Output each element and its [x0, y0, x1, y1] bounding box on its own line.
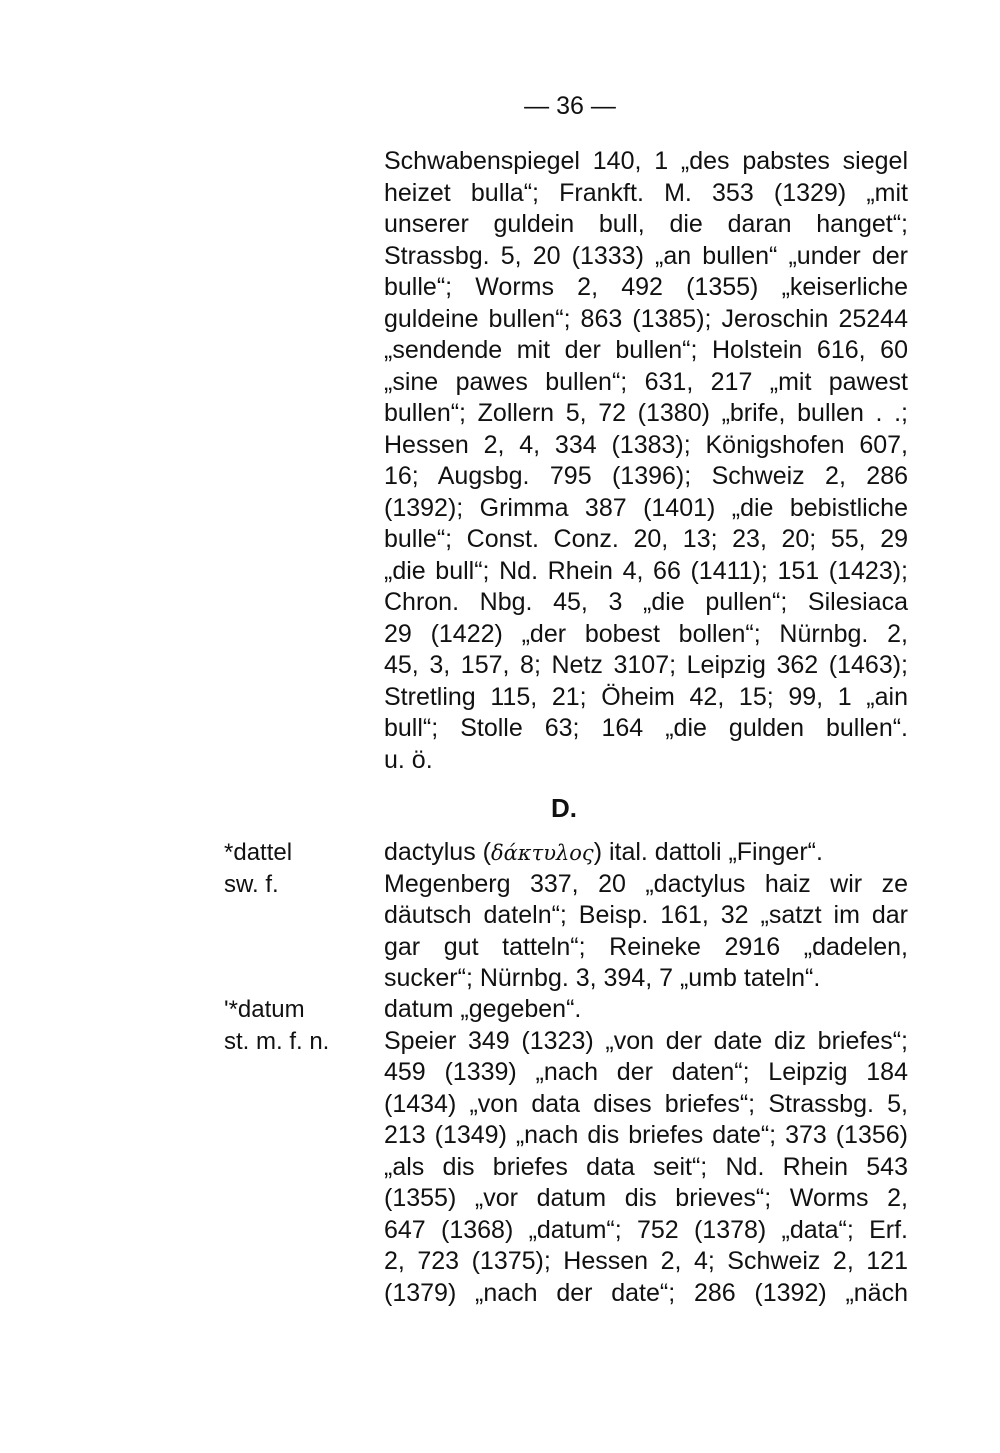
text-line: Schwabenspiegel 140, 1 „des pabstes siegel — [384, 147, 908, 175]
text-line: (1379) „nach der date“; 286 (1392) „näch — [384, 1278, 908, 1307]
text-line: unserer guldein bull, die daran hanget“; — [384, 210, 908, 238]
entry-text: dactylus ( — [384, 838, 491, 866]
text-line: Strassbg. 5, 20 (1333) „an bullen“ „under der — [384, 241, 908, 270]
text-line: „sendende mit der bullen“; Holstein 616, 60 — [384, 336, 908, 364]
text-line: Megenberg 337, 20 „dactylus haiz wir ze — [384, 869, 908, 898]
grammar-dattel: sw. f. — [224, 870, 279, 898]
text-line: Chron. Nbg. 45, 3 „die pullen“; Silesiaca — [384, 588, 908, 616]
entry-dattel — [384, 837, 908, 995]
text-line: „die bull“; Nd. Rhein 4, 66 (1411); 151 (1423); — [384, 556, 908, 585]
text-line: guldeine bullen“; 863 (1385); Jeroschin 25244 — [384, 304, 908, 333]
text-line: bullen“; Zollern 5, 72 (1380) „brife, bullen . .; — [384, 399, 908, 427]
text-line: „als dis briefes data seit“; Nd. Rhein 543 — [384, 1152, 908, 1181]
text-line: Hessen 2, 4, 334 (1383); Königshofen 607, — [384, 430, 908, 459]
continuation-paragraph — [384, 146, 908, 776]
text-line: 647 (1368) „datum“; 752 (1378) „data“; Erf. — [384, 1215, 908, 1244]
text-line: 2, 723 (1375); Hessen 2, 4; Schweiz 2, 121 — [384, 1247, 908, 1275]
greek-word: δάκτυλος — [490, 841, 594, 865]
text-line: 213 (1349) „nach dis briefes date“; 373 (1356) — [384, 1121, 908, 1149]
text-line: 45, 3, 157, 8; Netz 3107; Leipzig 362 (1463); — [384, 651, 908, 679]
lemma-datum: '*datum — [224, 996, 305, 1023]
text-line: Speier 349 (1323) „von der date diz briefes“; — [384, 1026, 908, 1055]
grammar-datum: st. m. f. n. — [224, 1027, 330, 1055]
entry-text: ) ital. dattoli „Finger“. — [593, 838, 823, 866]
text-line: bull“; Stolle 63; 164 „die gulden bullen“. — [384, 714, 908, 742]
section-heading: D. — [551, 793, 577, 823]
text-line: sucker“; Nürnbg. 3, 394, 7 „umb tateln“. — [384, 964, 821, 992]
text-line: (1355) „vor datum dis brieves“; Worms 2, — [384, 1184, 908, 1212]
text-line: (1392); Grimma 387 (1401) „die bebistliche — [384, 493, 908, 522]
text-line: 459 (1339) „nach der daten“; Leipzig 184 — [384, 1058, 908, 1086]
lemma-dattel: *dattel — [224, 839, 293, 866]
text-line: u. ö. — [384, 745, 433, 774]
text-line: bulle“; Worms 2, 492 (1355) „keiserliche — [384, 273, 908, 301]
text-line: 29 (1422) „der bobest bollen“; Nürnbg. 2, — [384, 619, 908, 648]
text-line: „sine pawes bullen“; 631, 217 „mit pawest — [384, 367, 908, 396]
text-line: heizet bulla“; Frankft. M. 353 (1329) „mit — [384, 178, 908, 207]
text-line: Stretling 115, 21; Öheim 42, 15; 99, 1 „ain — [384, 682, 908, 711]
text-line: bulle“; Const. Conz. 20, 13; 23, 20; 55, 29 — [384, 525, 908, 553]
entry-datum — [384, 994, 908, 1309]
text-line: datum „gegeben“. — [384, 995, 582, 1023]
text-line: däutsch dateln“; Beisp. 161, 32 „satzt im dar — [384, 901, 908, 929]
page-number: — 36 — — [524, 92, 616, 120]
text-line: 16; Augsbg. 795 (1396); Schweiz 2, 286 — [384, 462, 908, 490]
entry-line — [384, 837, 908, 869]
text-line: gar gut tatteln“; Reineke 2916 „dadelen, — [384, 932, 908, 961]
text-line: (1434) „von data dises briefes“; Strassbg. 5, — [384, 1089, 908, 1118]
